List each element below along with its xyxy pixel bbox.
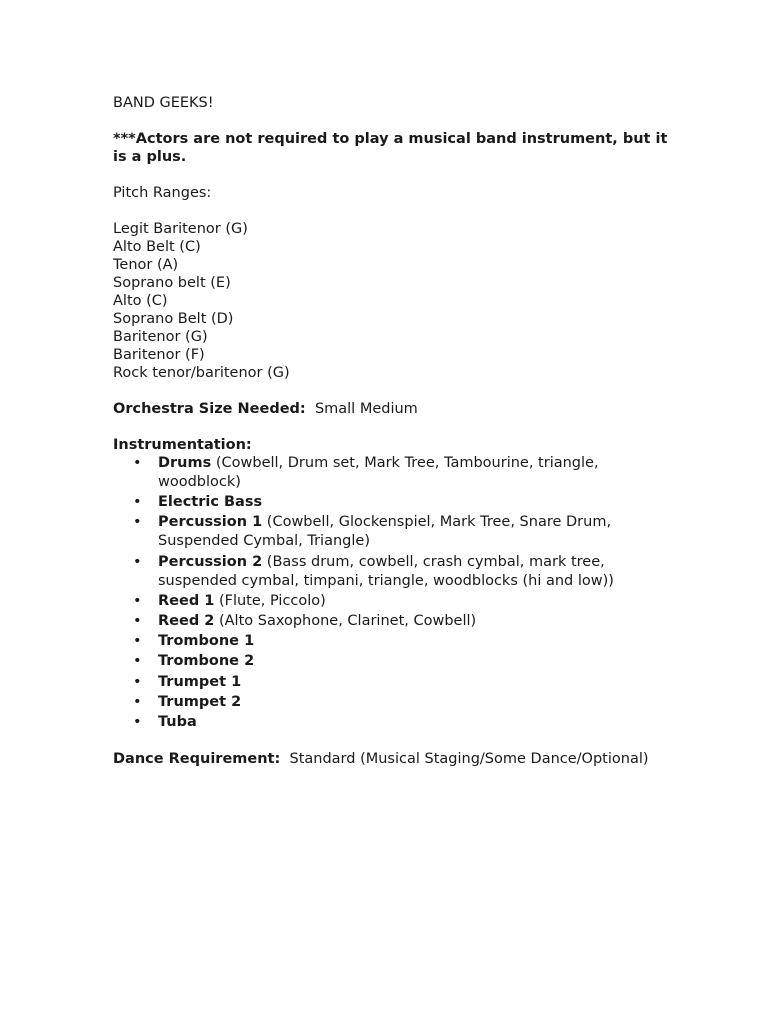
instrument-note: ***Actors are not required to play a musical band instrument, but it is a plus.	[113, 131, 668, 165]
instrument-detail: (Cowbell, Drum set, Mark Tree, Tambourine, triangle, woodblock)	[158, 455, 599, 490]
list-item	[133, 454, 673, 492]
list-item	[133, 693, 673, 712]
dance-requirement-line	[113, 750, 673, 768]
instrument-name: Percussion 1	[158, 514, 263, 531]
pitch-range-item: Legit Baritenor (G)	[113, 221, 248, 237]
pitch-ranges-heading: Pitch Ranges:	[113, 185, 212, 201]
instrumentation-heading: Instrumentation:	[113, 437, 252, 453]
dance-requirement-value: Standard (Musical Staging/Some Dance/Optional)	[289, 750, 649, 767]
bullet-icon: •	[133, 612, 142, 629]
pitch-range-item: Soprano Belt (D)	[113, 311, 234, 327]
instrument-detail: (Cowbell, Glockenspiel, Mark Tree, Snare Drum, Suspended Cymbal, Triangle)	[158, 514, 612, 550]
bullet-icon: •	[133, 514, 142, 531]
pitch-ranges-list	[113, 220, 673, 382]
instrument-name: Electric Bass	[158, 494, 263, 511]
list-item	[133, 493, 673, 512]
list-item	[133, 592, 673, 611]
document-page	[113, 94, 673, 768]
instrument-name: Drums	[158, 455, 212, 471]
list-item	[133, 513, 673, 551]
bullet-icon: •	[133, 673, 142, 690]
list-item	[133, 652, 673, 671]
instrument-name: Percussion 2	[158, 553, 263, 570]
instrument-detail: (Alto Saxophone, Clarinet, Cowbell)	[218, 612, 477, 629]
list-item	[133, 713, 673, 732]
bullet-icon: •	[133, 494, 142, 511]
bullet-icon: •	[133, 455, 142, 471]
instrument-name: Reed 2	[158, 612, 215, 629]
instrument-detail: (Flute, Piccolo)	[218, 592, 326, 609]
instrument-detail: (Bass drum, cowbell, crash cymbal, mark tree, suspended cymbal, timpani, triangle, woodblocks (hi and low))	[158, 553, 614, 589]
pitch-range-item: Rock tenor/baritenor (G)	[113, 365, 290, 381]
pitch-range-item: Baritenor (G)	[113, 329, 208, 345]
instrument-name: Trumpet 1	[158, 673, 242, 690]
bullet-icon: •	[133, 633, 142, 650]
instrument-name: Reed 1	[158, 592, 215, 609]
instrument-name: Tuba	[158, 713, 197, 730]
list-item	[133, 632, 673, 651]
instrument-name: Trombone 2	[158, 653, 255, 670]
bullet-icon: •	[133, 693, 142, 710]
orchestra-size-line	[113, 400, 673, 418]
pitch-range-item: Alto (C)	[113, 293, 168, 309]
instrumentation-list	[113, 454, 673, 732]
list-item	[133, 673, 673, 692]
instrument-name: Trumpet 2	[158, 693, 242, 710]
document-title: BAND GEEKS!	[113, 95, 214, 111]
list-item	[133, 553, 673, 591]
pitch-range-item: Tenor (A)	[113, 257, 179, 273]
bullet-icon: •	[133, 592, 142, 609]
instrument-name: Trombone 1	[158, 633, 255, 650]
pitch-range-item: Alto Belt (C)	[113, 239, 201, 255]
orchestra-size-label: Orchestra Size Needed:	[113, 401, 306, 417]
bullet-icon: •	[133, 553, 142, 570]
list-item	[133, 612, 673, 631]
pitch-range-item: Soprano belt (E)	[113, 275, 231, 291]
orchestra-size-value: Small Medium	[314, 401, 418, 417]
bullet-icon: •	[133, 713, 142, 730]
dance-requirement-label: Dance Requirement:	[113, 750, 281, 767]
bullet-icon: •	[133, 653, 142, 670]
pitch-range-item: Baritenor (F)	[113, 347, 205, 363]
